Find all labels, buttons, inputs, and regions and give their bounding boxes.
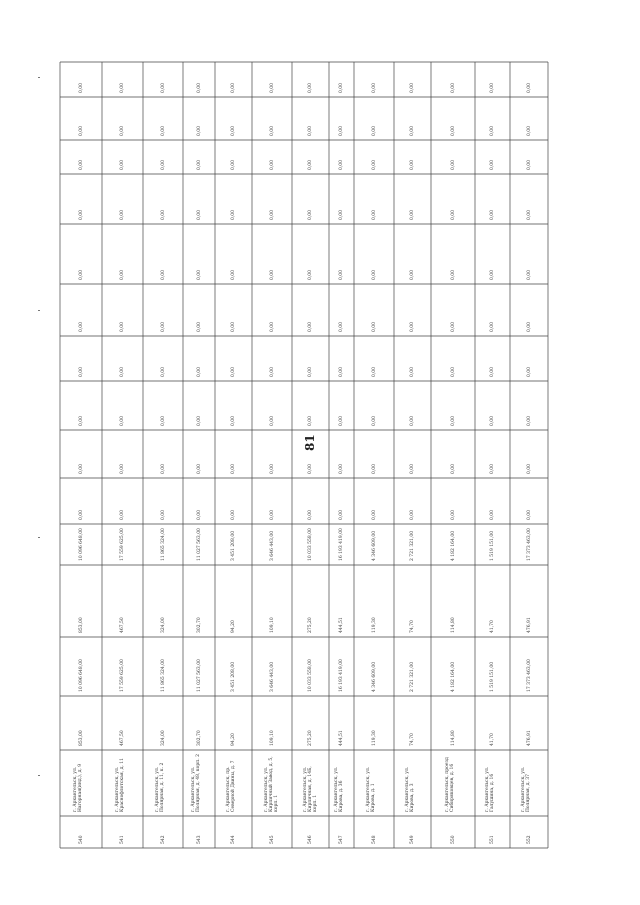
value-cell: 0,00	[196, 463, 202, 474]
value-cell: 302,70	[196, 617, 202, 633]
value-cell: 0,00	[526, 159, 532, 170]
value-cell: 0,00	[196, 269, 202, 280]
row-number: 542	[160, 835, 166, 844]
address-cell: г. Архангельск, ул. Кирпичный Завод, д. 5, корп. 1	[264, 756, 279, 812]
value-cell: 94,20	[231, 620, 236, 633]
value-cell: 0,00	[526, 415, 532, 426]
value-cell: 10 033 558,00	[308, 659, 313, 692]
value-cell: 4 182 164,00	[450, 661, 456, 692]
value-cell: 11 865 324,00	[160, 659, 166, 692]
value-cell: 0,00	[450, 125, 456, 136]
value-cell: 0,00	[78, 82, 84, 93]
value-cell: 0,00	[231, 209, 236, 220]
address-cell: г. Архангельск, ул. Полярная, д. 37	[521, 766, 531, 812]
value-cell: 0,00	[308, 82, 313, 93]
value-cell: 0,00	[308, 209, 313, 220]
row-number: 552	[526, 835, 532, 844]
value-cell: 0,00	[120, 82, 125, 93]
value-cell: 0,00	[490, 321, 495, 332]
value-cell: 0,00	[410, 415, 415, 426]
value-cell: 0,00	[526, 82, 532, 93]
value-cell: 0,00	[308, 125, 313, 136]
value-cell: 0,00	[450, 321, 456, 332]
value-cell: 0,00	[339, 82, 344, 93]
value-cell: 0,00	[308, 415, 313, 426]
value-cell: 17 373 463,00	[526, 659, 532, 692]
value-cell: 109,10	[269, 730, 275, 746]
value-cell: 0,00	[339, 366, 344, 377]
address-cell: г. Архангельск, ул. Полярная, д. 11, к. 2	[155, 762, 165, 812]
address-cell: г. Архангельск, ул. Полярная, д. 48, корп. 2	[191, 754, 201, 812]
address-cell: г. Архангельск, пр. Северной Двины, д. 7	[225, 760, 236, 812]
value-cell: 0,00	[269, 321, 275, 332]
value-cell: 0,00	[269, 82, 275, 93]
value-cell: 4 182 164,00	[450, 530, 456, 561]
value-cell: 0,00	[120, 209, 125, 220]
value-cell: 0,00	[450, 366, 456, 377]
value-cell: 0,00	[78, 366, 84, 377]
value-cell: 0,00	[269, 159, 275, 170]
value-cell: 0,00	[410, 463, 415, 474]
value-cell: 0,00	[231, 269, 236, 280]
value-cell: 3 646 443,00	[269, 661, 275, 692]
value-cell: 0,00	[526, 321, 532, 332]
row-number: 548	[371, 835, 377, 844]
value-cell: 0,00	[196, 159, 202, 170]
value-cell: 119,30	[371, 730, 377, 746]
value-cell: 0,00	[196, 415, 202, 426]
value-cell: 853,00	[78, 617, 84, 633]
value-cell: 114,80	[450, 617, 456, 633]
value-cell: 119,30	[371, 617, 377, 633]
value-cell: 0,00	[371, 269, 377, 280]
value-cell: 476,91	[526, 617, 532, 633]
row-number: 545	[269, 835, 275, 844]
value-cell: 324,00	[160, 730, 166, 746]
value-cell: 0,00	[160, 366, 166, 377]
value-cell: 0,00	[339, 463, 344, 474]
value-cell: 0,00	[339, 269, 344, 280]
value-cell: 0,00	[371, 82, 377, 93]
address-cell: г. Архангельск, проезд Сибиряковцев, д. 16	[445, 757, 455, 812]
value-cell: 0,00	[410, 209, 415, 220]
row-number: 541	[120, 835, 125, 844]
value-cell: 11 027 563,00	[196, 528, 202, 561]
value-cell: 0,00	[120, 321, 125, 332]
value-cell: 109,10	[269, 617, 275, 633]
value-cell: 0,00	[308, 463, 313, 474]
value-cell: 0,00	[308, 366, 313, 377]
value-cell: 0,00	[371, 125, 377, 136]
value-cell: 3 451 208,00	[231, 661, 236, 692]
value-cell: 11 865 324,00	[160, 528, 166, 561]
page-number: 81	[303, 434, 317, 451]
value-cell: 0,00	[78, 415, 84, 426]
value-cell: 0,00	[231, 321, 236, 332]
value-cell: 467,50	[120, 617, 125, 633]
value-cell: 0,00	[269, 269, 275, 280]
value-cell: 0,00	[231, 463, 236, 474]
value-cell: 0,00	[308, 159, 313, 170]
value-cell: 0,00	[78, 321, 84, 332]
row-number: 543	[196, 835, 202, 844]
value-cell: 114,80	[450, 730, 456, 746]
value-cell: 41,70	[490, 733, 495, 746]
value-cell: 0,00	[231, 125, 236, 136]
value-cell: 467,50	[120, 730, 125, 746]
value-cell: 0,00	[490, 82, 495, 93]
value-cell: 74,70	[410, 620, 415, 633]
value-cell: 0,00	[160, 125, 166, 136]
value-cell: 3 451 208,00	[231, 530, 236, 561]
value-cell: 2 721 321,00	[410, 661, 415, 692]
address-cell: г. Архангельск, ул. Кирпичная, д. 14Б, корп. 1	[302, 766, 318, 812]
value-cell: 0,00	[120, 463, 125, 474]
value-cell: 0,00	[526, 269, 532, 280]
row-number: 544	[231, 835, 236, 844]
address-cell: г. Архангельск, ул. Кирова, д. 1	[366, 766, 376, 812]
value-cell: 275,20	[308, 617, 313, 633]
value-cell: 0,00	[269, 509, 275, 520]
value-cell: 10 096 648,00	[78, 659, 84, 692]
value-cell: 0,00	[196, 82, 202, 93]
value-cell: 0,00	[231, 509, 236, 520]
value-cell: 3 646 443,00	[269, 530, 275, 561]
value-cell: 0,00	[526, 463, 532, 474]
value-cell: 0,00	[410, 125, 415, 136]
value-cell: 0,00	[120, 415, 125, 426]
value-cell: 0,00	[78, 209, 84, 220]
value-cell: 324,00	[160, 617, 166, 633]
value-cell: 0,00	[371, 463, 377, 474]
value-cell: 0,00	[490, 125, 495, 136]
value-cell: 853,00	[78, 730, 84, 746]
value-cell: 0,00	[339, 159, 344, 170]
value-cell: 0,00	[269, 209, 275, 220]
value-cell: 0,00	[160, 415, 166, 426]
value-cell: 0,00	[269, 125, 275, 136]
value-cell: 0,00	[160, 509, 166, 520]
value-cell: 0,00	[78, 269, 84, 280]
value-cell: 0,00	[450, 159, 456, 170]
address-cell: г. Архангельск, ул. Кирова, д. 36	[333, 766, 344, 812]
value-cell: 0,00	[450, 415, 456, 426]
value-cell: 0,00	[339, 209, 344, 220]
value-cell: 0,00	[371, 321, 377, 332]
value-cell: 0,00	[160, 463, 166, 474]
value-cell: 0,00	[490, 209, 495, 220]
address-cell: г. Архангельск, ул. Краснофлотская, д. 11	[114, 758, 125, 812]
value-cell: 0,00	[410, 366, 415, 377]
value-cell: 0,00	[410, 269, 415, 280]
value-cell: 0,00	[160, 82, 166, 93]
value-cell: 0,00	[196, 125, 202, 136]
value-cell: 0,00	[269, 463, 275, 474]
value-cell: 0,00	[339, 509, 344, 520]
value-cell: 0,00	[196, 209, 202, 220]
value-cell: 0,00	[490, 159, 495, 170]
address-cell: г. Архангельск, ул. Нагорная(инд.), д. 9	[73, 763, 83, 812]
value-cell: 0,00	[526, 125, 532, 136]
value-cell: 0,00	[490, 269, 495, 280]
row-number: 551	[490, 835, 495, 844]
value-cell: 0,00	[231, 159, 236, 170]
value-cell: 74,70	[410, 733, 415, 746]
value-cell: 0,00	[269, 366, 275, 377]
row-number: 540	[78, 835, 84, 844]
row-number: 546	[308, 835, 313, 844]
value-cell: 0,00	[371, 366, 377, 377]
value-cell: 0,00	[339, 321, 344, 332]
value-cell: 94,20	[231, 733, 236, 746]
value-cell: 0,00	[526, 366, 532, 377]
value-cell: 0,00	[410, 321, 415, 332]
address-cell: г. Архангельск, ул. Галушина, д. 16	[484, 766, 495, 812]
value-cell: 0,00	[196, 509, 202, 520]
value-cell: 16 193 419,00	[339, 528, 344, 561]
value-cell: 0,00	[371, 159, 377, 170]
value-cell: 1 519 151,00	[490, 661, 495, 692]
value-cell: 0,00	[160, 269, 166, 280]
value-cell: 17 559 625,00	[120, 659, 125, 692]
value-cell: 444,51	[339, 730, 344, 746]
value-cell: 0,00	[339, 125, 344, 136]
value-cell: 16 193 419,00	[339, 659, 344, 692]
value-cell: 0,00	[120, 159, 125, 170]
value-cell: 0,00	[490, 463, 495, 474]
value-cell: 0,00	[120, 125, 125, 136]
value-cell: 476,91	[526, 730, 532, 746]
row-number: 550	[450, 835, 456, 844]
value-cell: 4 346 609,00	[371, 530, 377, 561]
value-cell: 10 033 558,00	[308, 528, 313, 561]
value-cell: 41,70	[490, 620, 495, 633]
value-cell: 11 027 563,00	[196, 659, 202, 692]
row-number: 547	[339, 835, 344, 844]
value-cell: 0,00	[410, 509, 415, 520]
value-cell: 0,00	[526, 509, 532, 520]
value-cell: 0,00	[450, 269, 456, 280]
value-cell: 0,00	[490, 415, 495, 426]
value-cell: 0,00	[78, 159, 84, 170]
value-cell: 17 559 625,00	[120, 528, 125, 561]
value-cell: 0,00	[231, 82, 236, 93]
value-cell: 17 373 463,00	[526, 528, 532, 561]
value-cell: 0,00	[196, 366, 202, 377]
value-cell: 0,00	[160, 209, 166, 220]
value-cell: 0,00	[231, 415, 236, 426]
value-cell: 0,00	[410, 82, 415, 93]
value-cell: 444,51	[339, 617, 344, 633]
value-cell: 275,20	[308, 730, 313, 746]
value-cell: 0,00	[450, 82, 456, 93]
value-cell: 4 346 609,00	[371, 661, 377, 692]
value-cell: 0,00	[308, 269, 313, 280]
value-cell: 0,00	[308, 509, 313, 520]
value-cell: 0,00	[410, 159, 415, 170]
value-cell: 0,00	[78, 509, 84, 520]
value-cell: 0,00	[231, 366, 236, 377]
value-cell: 0,00	[78, 125, 84, 136]
value-cell: 0,00	[450, 209, 456, 220]
value-cell: 302,70	[196, 730, 202, 746]
value-cell: 0,00	[78, 463, 84, 474]
value-cell: 0,00	[490, 366, 495, 377]
value-cell: 0,00	[490, 509, 495, 520]
value-cell: 0,00	[269, 415, 275, 426]
value-cell: 0,00	[371, 209, 377, 220]
value-cell: 2 721 321,00	[410, 530, 415, 561]
value-cell: 0,00	[450, 463, 456, 474]
address-cell: г. Архангельск, ул. Кирова, д. 3	[404, 766, 415, 812]
value-cell: 0,00	[160, 321, 166, 332]
value-cell: 0,00	[371, 509, 377, 520]
row-number: 549	[410, 835, 415, 844]
value-cell: 10 096 648,00	[78, 528, 84, 561]
value-cell: 0,00	[339, 415, 344, 426]
value-cell: 0,00	[196, 321, 202, 332]
value-cell: 0,00	[450, 509, 456, 520]
value-cell: 0,00	[308, 321, 313, 332]
value-cell: 0,00	[120, 269, 125, 280]
value-cell: 0,00	[371, 415, 377, 426]
value-cell: 0,00	[526, 209, 532, 220]
value-cell: 0,00	[120, 366, 125, 377]
value-cell: 1 519 151,00	[490, 530, 495, 561]
value-cell: 0,00	[160, 159, 166, 170]
value-cell: 0,00	[120, 509, 125, 520]
